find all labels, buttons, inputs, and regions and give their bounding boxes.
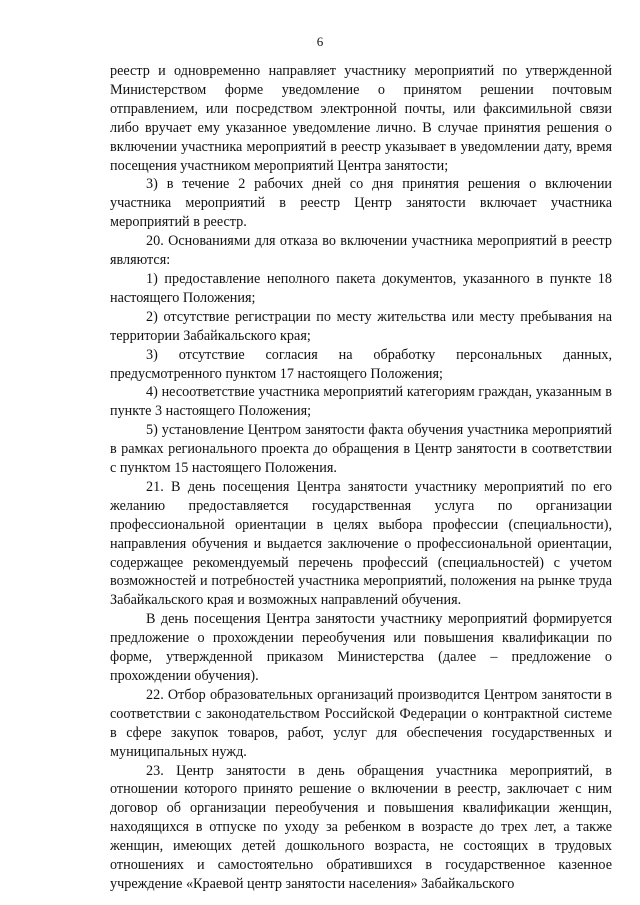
paragraph-clause-20: 20. Основаниями для отказа во включении участника мероприятий в реестр являются: bbox=[110, 233, 612, 269]
paragraph-reason-2: 2) отсутствие регистрации по месту жительства или месту пребывания на территории Забайкальского края; bbox=[110, 308, 612, 344]
paragraph-reason-5: 5) установление Центром занятости факта обучения участника мероприятий в рамках регионального проекта до обращения в Центр занятости в соответствии с пунктом 15 настоящего Положения. bbox=[110, 422, 612, 477]
document-body bbox=[110, 62, 612, 894]
paragraph-continuation: реестр и одновременно направляет участнику мероприятий по утвержденной Министерством форме уведомление о принятом решении почтовым отправлением, или посредством электронной почты, или факсимильной связи либо вручает ему указанное уведомление лично. В случае принятия решения о включении участника мероприятий в реестр указывает в уведомлении дату, время посещения участником мероприятий Центра занятости; bbox=[110, 63, 612, 174]
paragraph-reason-3: 3) отсутствие согласия на обработку персональных данных, предусмотренного пунктом 17 настоящего Положения; bbox=[110, 346, 612, 382]
paragraph-clause-23: 23. Центр занятости в день обращения участника мероприятий, в отношении которого принято решение о включении в реестр, заключает с ним договор об организации переобучения и повышения квалификации женщин, находящихся в отпуске по уходу за ребенком в возрасте до трех лет, а также женщин, имеющих детей дошкольного возраста, не состоящих в трудовых отношениях и самостоятельно обратившихся в государственное казенное учреждение «Краевой центр занятости населения» Забайкальского bbox=[110, 762, 612, 892]
paragraph-reason-1: 1) предоставление неполного пакета документов, указанного в пункте 18 настоящего Положения; bbox=[110, 270, 612, 306]
paragraph-reason-4: 4) несоответствие участника мероприятий категориям граждан, указанным в пункте 3 настоящего Положения; bbox=[110, 384, 612, 420]
page-number: 6 bbox=[316, 34, 324, 49]
paragraph-training-offer: В день посещения Центра занятости участнику мероприятий формируется предложение о прохождении переобучения или повышения квалификации по форме, утвержденной приказом Министерства (далее – предложение о прохождении обучения). bbox=[110, 611, 612, 684]
paragraph-clause-21: 21. В день посещения Центра занятости участнику мероприятий по его желанию предоставляется государственная услуга по организации профессиональной ориентации в целях выбора профессии (специальности), направления обучения и выдается заключение о профессиональной ориентации, содержащее рекомендуемый перечень профессий (специальностей) с учетом возможностей и потребностей участника мероприятий, положения на рынке труда Забайкальского края и возможных направлений обучения. bbox=[110, 478, 612, 609]
paragraph-clause-22: 22. Отбор образовательных организаций производится Центром занятости в соответствии с законодательством Российской Федерации о контрактной системе в сфере закупок товаров, работ, услуг для обеспечения государственных и муниципальных нужд. bbox=[110, 686, 612, 760]
paragraph-item-3: 3) в течение 2 рабочих дней со дня принятия решения о включении участника мероприятий в реестр Центр занятости включает участника мероприятий в реестр. bbox=[110, 176, 612, 231]
